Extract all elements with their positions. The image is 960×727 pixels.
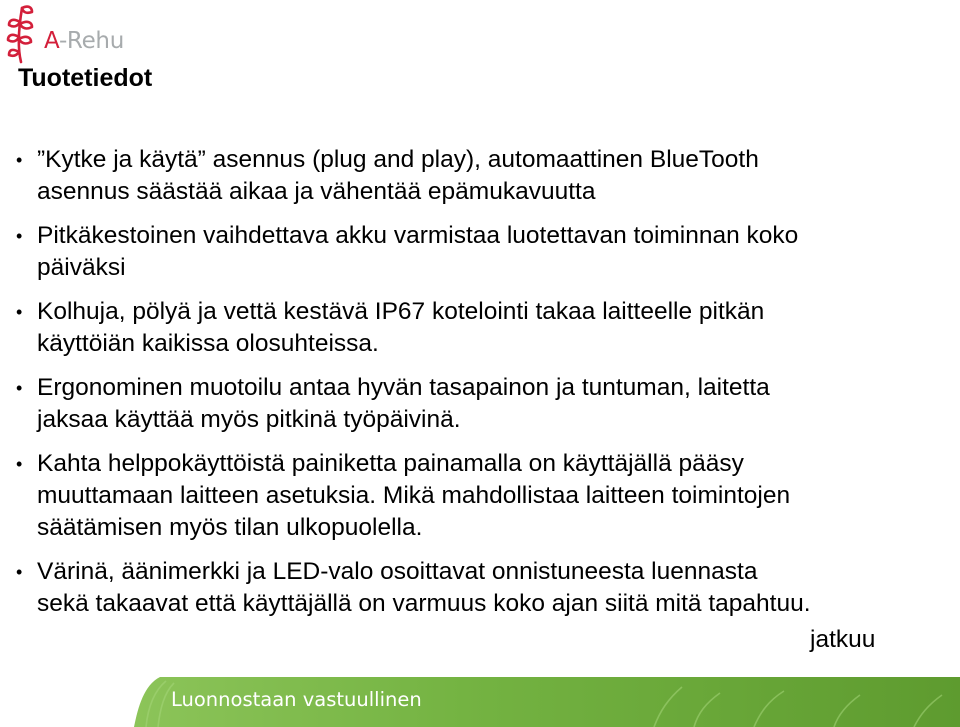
brand-name-rest: -Rehu: [58, 28, 124, 54]
bullet-icon: •: [16, 302, 23, 322]
bullet-icon: •: [16, 150, 23, 170]
list-item-text: ”Kytke ja käytä” asennus (plug and play), automaattinen BlueTooth asennus säästää aikaa ja vähentää epämukavuutta: [37, 146, 759, 205]
bullet-icon: •: [16, 454, 23, 474]
footer-banner: [134, 677, 960, 727]
brand-name-accent: A: [44, 28, 59, 54]
bullet-icon: •: [16, 378, 23, 398]
continue-label: jatkuu: [810, 626, 876, 653]
brand-name: [44, 28, 124, 54]
list-item-text: Ergonominen muotoilu antaa hyvän tasapainon ja tuntuman, laitetta jaksaa käyttää myös pitkinä työpäivinä.: [37, 374, 770, 433]
wheat-logo-icon: [4, 2, 38, 64]
list-item: [16, 144, 916, 208]
list-item: [16, 448, 916, 544]
list-item: [16, 372, 916, 436]
list-item: [16, 296, 916, 360]
list-item: [16, 220, 916, 284]
list-item-text: Kahta helppokäyttöistä painiketta painamalla on käyttäjällä pääsy muuttamaan laitteen asetuksia. Mikä mahdollistaa laitteen toimintojen säätämisen myös tilan ulkopuolella.: [37, 450, 791, 541]
list-item: [16, 556, 916, 620]
footer-slogan: Luonnostaan vastuullinen: [171, 688, 422, 711]
bullet-icon: •: [16, 562, 23, 582]
slide-title: Tuotetiedot: [18, 64, 153, 92]
list-item-text: Kolhuja, pölyä ja vettä kestävä IP67 kotelointi takaa laitteelle pitkän käyttöiän kaikissa olosuhteissa.: [37, 298, 765, 357]
feature-list: [16, 144, 916, 632]
a-rehu-logo: [0, 0, 140, 66]
bullet-icon: •: [16, 226, 23, 246]
list-item-text: Värinä, äänimerkki ja LED-valo osoittavat onnistuneesta luennasta sekä takaavat että käyttäjällä on varmuus koko ajan siitä mitä tapahtuu.: [37, 558, 811, 617]
list-item-text: Pitkäkestoinen vaihdettava akku varmistaa luotettavan toiminnan koko päiväksi: [37, 222, 799, 281]
